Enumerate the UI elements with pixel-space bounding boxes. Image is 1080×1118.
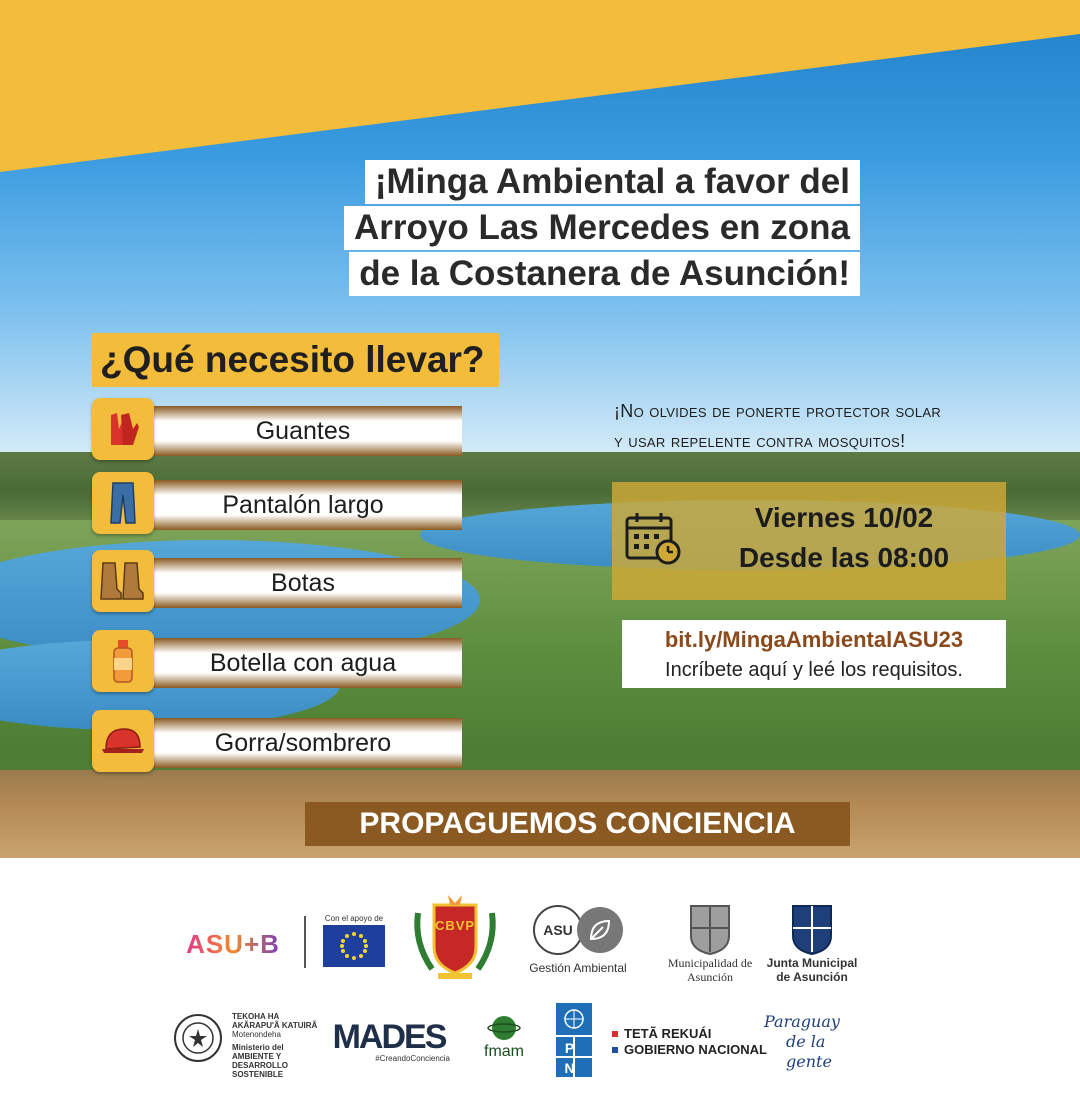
- item-label: Pantalón largo: [222, 491, 384, 519]
- date-box: [612, 482, 1006, 600]
- cbvp-logo: [410, 888, 500, 988]
- event-time: Desde las 08:00: [738, 542, 950, 573]
- junta-crest-icon: [789, 900, 835, 956]
- paraguay-seal-logo: [172, 1012, 224, 1064]
- mades-wordmark: MADES: [332, 1017, 446, 1056]
- item-water-bottle: [92, 630, 464, 696]
- paraguay-de-la-gente-logo: [764, 1012, 874, 1071]
- flag-blue-square: [612, 1047, 618, 1053]
- municipalidad-caption: Municipalidad de Asunción: [667, 956, 753, 984]
- item-label: Botella con agua: [209, 649, 397, 677]
- pants-icon: [92, 472, 154, 534]
- flag-red-square: [612, 1031, 618, 1037]
- globe-icon: [487, 1013, 521, 1043]
- item-boots: [92, 550, 464, 616]
- eu-logo: [320, 912, 388, 968]
- de-la-gente-script: de la gente: [786, 1032, 832, 1071]
- gobierno-spanish: GOBIERNO NACIONAL: [624, 1042, 767, 1057]
- cbvp-shield-icon: [412, 893, 498, 983]
- asu-gestion-ambiental-logo: [522, 898, 634, 982]
- mades-hashtag: #CreandoConciencia: [375, 1053, 450, 1063]
- ministry-name: Ministerio del AMBIENTE Y DESARROLLO SOSTENIBLE: [232, 1043, 288, 1079]
- fmam-text: fmam: [484, 1043, 524, 1060]
- boots-icon: [92, 550, 154, 612]
- registration-box: [622, 620, 1006, 688]
- asub-logo: [178, 926, 288, 962]
- note-line-2: y usar repelente contra mosquitos!: [614, 431, 906, 451]
- paraguay-script: Paraguay: [764, 1012, 840, 1031]
- item-gloves: [92, 398, 464, 464]
- national-seal-icon: [173, 1013, 223, 1063]
- mades-ministry-text: [232, 1012, 322, 1079]
- item-label: Gorra/sombrero: [214, 729, 392, 757]
- item-label: Botas: [271, 569, 335, 597]
- eu-flag-icon: [323, 925, 385, 967]
- gobierno-guarani: TETÃ REKUÁI: [624, 1026, 712, 1041]
- eu-support-caption: Con el apoyo de: [324, 913, 384, 923]
- junta-caption: Junta Municipal de Asunción: [766, 956, 858, 984]
- gobierno-nacional-logo: [612, 1026, 772, 1062]
- registration-link[interactable]: bit.ly/MingaAmbientalASU23: [664, 627, 964, 652]
- fmam-logo: [474, 1008, 534, 1066]
- title-line-3: de la Costanera de Asunción!: [349, 252, 860, 296]
- junta-municipal-logo: [760, 894, 864, 990]
- event-day: Viernes 10/02: [754, 502, 934, 533]
- pnud-text: PNUD: [564, 1040, 584, 1116]
- municipal-crest-icon: [687, 900, 733, 956]
- asu-mark: ASU: [533, 905, 583, 955]
- logo-divider: [304, 916, 306, 968]
- item-label: Guantes: [255, 417, 351, 445]
- ministry-guarani-name: TEKOHA HA AKÃRAPU'Ã KATUIRÃ: [232, 1012, 318, 1030]
- municipalidad-logo: [660, 894, 760, 990]
- what-to-bring-heading: ¿Qué necesito llevar?: [92, 333, 499, 387]
- sponsor-logos: [0, 858, 1080, 1116]
- title-line-1: ¡Minga Ambiental a favor del: [365, 160, 860, 204]
- ministry-guarani-sub: Motenondeha: [232, 1030, 281, 1039]
- gestion-ambiental-caption: Gestión Ambiental: [529, 961, 627, 975]
- date-text: [694, 498, 994, 578]
- item-cap: [92, 710, 464, 776]
- gloves-icon: [92, 398, 154, 460]
- mades-logo: [328, 1018, 450, 1064]
- event-title: [300, 160, 860, 298]
- item-pants: [92, 472, 464, 538]
- leaf-icon: [577, 907, 623, 953]
- title-line-2: Arroyo Las Mercedes en zona: [344, 206, 860, 250]
- registration-instructions: Incríbete aquí y leé los requisitos.: [665, 659, 963, 681]
- cap-icon: [92, 710, 154, 772]
- pnud-logo: [556, 1000, 592, 1116]
- note-line-1: ¡No olvides de ponerte protector solar: [614, 401, 942, 421]
- calendar-clock-icon: [624, 510, 682, 566]
- water-bottle-icon: [92, 630, 154, 692]
- campaign-slogan: PROPAGUEMOS CONCIENCIA: [305, 802, 850, 846]
- sunscreen-reminder: [614, 396, 1014, 456]
- cbvp-text: CBVP: [434, 918, 476, 933]
- asub-text: ASU+B: [186, 928, 280, 959]
